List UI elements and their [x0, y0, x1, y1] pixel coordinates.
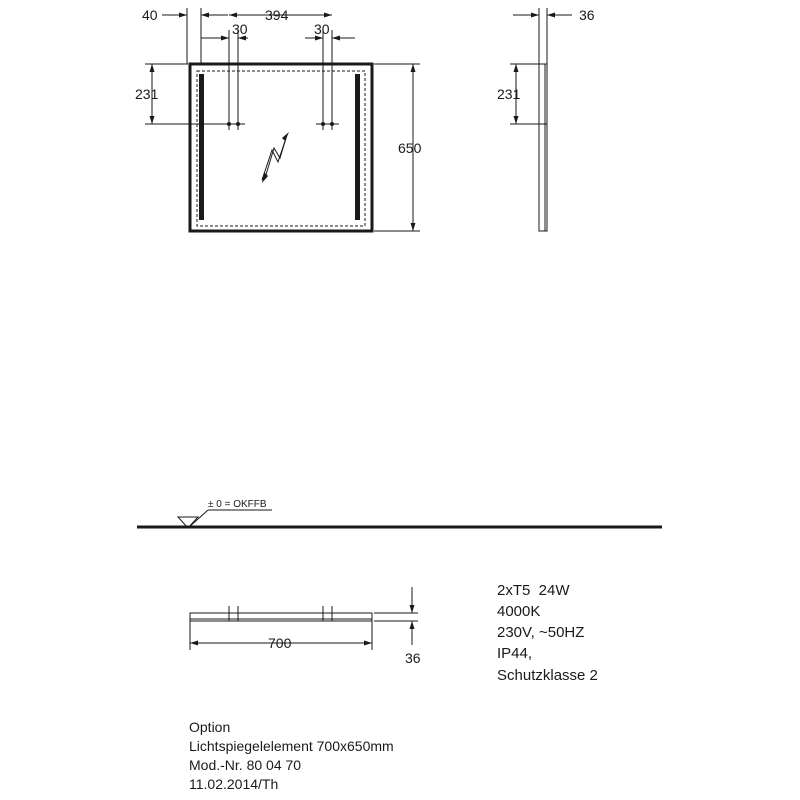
mirror-inner-outline: [197, 71, 365, 226]
lightning-symbol-icon: [262, 135, 287, 180]
dim-left-offset: 40: [142, 7, 158, 23]
info-date: 11.02.2014/Th: [189, 776, 279, 792]
mirror-top-profile: [190, 613, 372, 621]
dim-height-to-box: 231: [135, 86, 159, 102]
spec-line: 2xT5 24W: [497, 582, 570, 599]
light-strip-left: [199, 74, 204, 220]
dim-side-height-to-box: 231: [497, 86, 521, 102]
front-view: [135, 7, 422, 231]
info-model-number: Mod.-Nr. 80 04 70: [189, 757, 302, 773]
mirror-frame: [190, 64, 372, 231]
spec-line: Schutzklasse 2: [497, 667, 598, 684]
floor-reference-label: ± 0 = OKFFB: [208, 499, 267, 510]
dim-center-span: 394: [265, 7, 289, 23]
dim-total-height: 650: [398, 140, 422, 156]
dim-right-box: 30: [314, 21, 330, 37]
product-info: [189, 719, 394, 792]
dim-top-width: 700: [268, 635, 292, 651]
info-option: Option: [189, 719, 231, 735]
info-product-name: Lichtspiegelelement 700x650mm: [189, 738, 394, 754]
mirror-side-profile: [539, 64, 547, 231]
dim-side-depth: 36: [579, 7, 595, 23]
dim-top-depth: 36: [405, 650, 421, 666]
dim-left-box: 30: [232, 21, 248, 37]
top-view: [190, 587, 421, 666]
light-strip-right: [355, 74, 360, 220]
spec-list: [497, 582, 598, 684]
side-view: [497, 7, 595, 231]
floor-reference: [137, 499, 662, 528]
spec-line: 230V, ~50HZ: [497, 624, 585, 641]
spec-line: 4000K: [497, 603, 541, 620]
spec-line: IP44,: [497, 645, 533, 662]
